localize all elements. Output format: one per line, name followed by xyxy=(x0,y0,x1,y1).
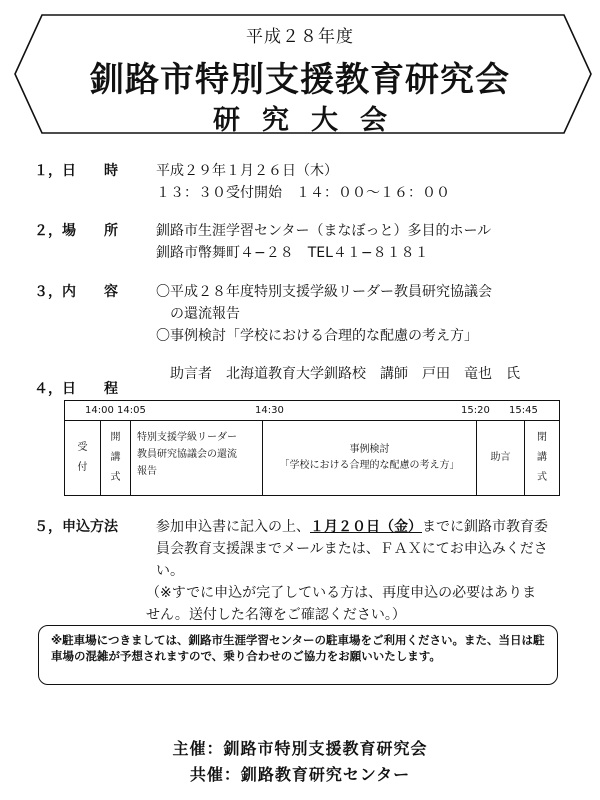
cell-opening-ceremony xyxy=(101,421,131,495)
apply-deadline: １月２０日（金） xyxy=(310,519,422,535)
time-label: 15:20 xyxy=(461,405,490,416)
cell-case-study xyxy=(263,421,477,495)
cell-text: 付 xyxy=(77,462,88,473)
cell-text: 開 xyxy=(110,432,121,443)
cell-text: 講 xyxy=(537,452,547,463)
apply-note: （※すでに申込が完了している方は、再度申込の必要はありません。送付した名簿をご確認ください。） xyxy=(146,585,537,623)
section-content-label: ３，内 容 xyxy=(34,284,118,300)
organization-title: 釧路市特別支援教育研究会 xyxy=(90,60,510,100)
parking-notice: ※駐車場につきましては、釧路市生涯学習センターの駐車場をご利用ください。また、当日は駐車場の混雑が予想されますので、乗り合わせのご協力をお願いいたします。 xyxy=(38,625,558,685)
cell-text: 助言 xyxy=(490,452,511,463)
apply-text-b: までに釧路市教育委員会教育支援課までメールまたは、ＦＡＸにてお申込みください。 xyxy=(156,519,548,579)
venue-address: 釧路市幣舞町４−２８ TEL４１−８１８１ xyxy=(156,245,429,261)
schedule-cells xyxy=(65,421,559,495)
event-title: 研究大会 xyxy=(213,105,409,136)
cell-text: 報告 xyxy=(137,466,157,477)
content-item-2: 〇事例検討「学校における合理的な配慮の考え方」 xyxy=(156,328,478,344)
section-place-label: ２，場 所 xyxy=(34,223,118,239)
apply-text-a: 参加申込書に記入の上、 xyxy=(156,519,310,535)
time-label: 14:30 xyxy=(255,405,284,416)
cell-reception xyxy=(65,421,101,495)
cell-text: 講 xyxy=(110,452,121,463)
cell-text: 式 xyxy=(537,472,547,483)
content-item-1-cont: の還流報告 xyxy=(170,306,240,322)
time-label: 14:05 xyxy=(117,405,146,416)
cell-text: 「学校における合理的な配慮の考え方」 xyxy=(279,460,460,471)
section-schedule-label: ４，日 程 xyxy=(34,381,118,397)
fiscal-year: 平成２８年度 xyxy=(246,27,354,47)
cohost-organization: 共催：釧路教育研究センター xyxy=(189,765,411,784)
cell-text: 受 xyxy=(77,442,88,453)
time-label: 15:45 xyxy=(509,405,538,416)
venue-name: 釧路市生涯学習センター（まなぼっと）多目的ホール xyxy=(156,223,492,239)
cell-text: 事例検討 xyxy=(349,444,390,455)
cell-closing-ceremony xyxy=(525,421,559,495)
cell-text: 特別支援学級リーダー xyxy=(137,432,237,443)
cell-advice xyxy=(477,421,525,495)
advisor-line: 助言者 北海道教育大学釧路校 講師 戸田 竜也 氏 xyxy=(170,366,520,382)
content-item-1: 〇平成２８年度特別支援学級リーダー教員研究協議会 xyxy=(156,284,492,300)
event-time: １３：３０受付開始 １４：００〜１６：００ xyxy=(156,185,450,201)
host-organization: 主催：釧路市特別支援教育研究会 xyxy=(172,739,428,758)
cell-text: 式 xyxy=(110,472,121,483)
cell-text: 教員研究協議会の還流 xyxy=(137,449,237,460)
schedule-time-row xyxy=(65,401,559,421)
schedule-table xyxy=(64,400,560,496)
time-label: 14:00 xyxy=(85,405,114,416)
cell-report xyxy=(131,421,263,495)
section-date-label: １，日 時 xyxy=(34,163,118,179)
event-date: 平成２９年１月２６日（木） xyxy=(156,163,338,179)
cell-text: 閉 xyxy=(537,432,547,443)
section-apply-label: ５，申込方法 xyxy=(34,519,118,535)
